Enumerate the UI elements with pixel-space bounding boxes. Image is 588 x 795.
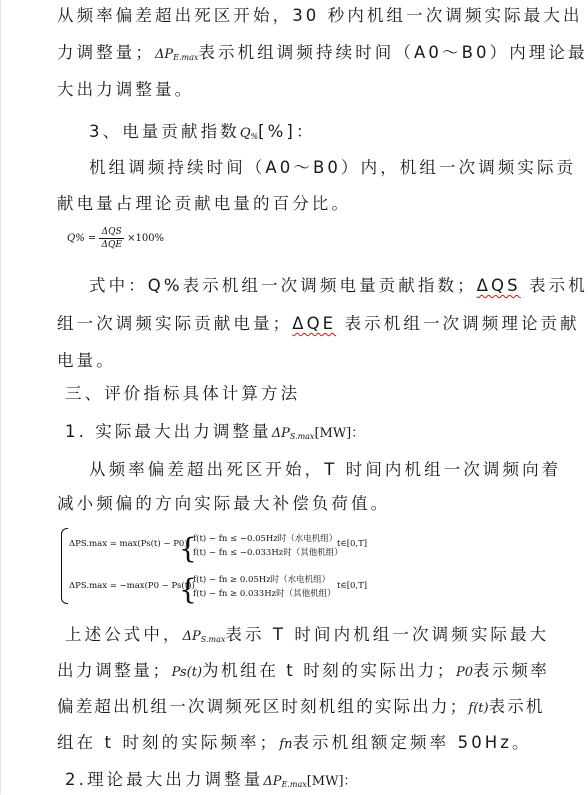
fraction-numerator: ΔQS [99, 226, 123, 239]
text-line: 从频率偏差超出死区开始，30 秒内机组一次调频实际最大出 [57, 6, 583, 25]
text-span: 出力调整量； [57, 661, 172, 680]
math-subscript: S.max [200, 635, 226, 644]
math-symbol: Q [239, 126, 251, 141]
math-subscript: S.max [289, 432, 315, 441]
formula-domain: t∈[0,T] [337, 581, 368, 591]
text-span: 力调整量； [57, 43, 155, 62]
text-span: [MW]： [306, 774, 357, 789]
formula-condition: f(t) − fn ≤ −0.05Hz时（水电机组） [193, 534, 338, 544]
text-line: 献电量占理论贡献电量的百分比。 [57, 194, 351, 213]
text-span: 2.理论最大出力调整量 [65, 770, 264, 789]
inner-brace: { [179, 532, 197, 565]
formula-row-lhs: ΔPS.max = −max(P0 − Ps(t)) [69, 581, 195, 591]
formula-condition: f(t) − fn ≥ 0.05Hz时（水电机组） [193, 575, 331, 585]
text-span: 为机组在 t 时刻的实际出力； [202, 661, 457, 680]
text-line: 机组调频持续时间（A0～B0）内，机组一次调频实际贡 [89, 158, 577, 177]
text-span: ΔQE [292, 314, 337, 333]
formula-condition: f(t) − fn ≥ 0.033Hz时（其他机组） [193, 589, 336, 599]
math-symbol: f(t) [468, 701, 489, 716]
formula-condition: f(t) − fn ≤ −0.033Hz时（其他机组） [193, 548, 343, 558]
text-span: 上述公式中， [65, 625, 183, 644]
section-title: 三、评价指标具体计算方法 [65, 384, 301, 403]
math-symbol: ΔP [263, 774, 282, 789]
text-span: 表示机 [520, 276, 588, 295]
math-symbol: Ps(t) [171, 665, 203, 680]
text-line: 减小频偏的方向实际最大补偿负荷值。 [57, 494, 391, 513]
math-symbol: ΔP [155, 47, 174, 62]
math-symbol: ΔP [271, 426, 290, 441]
text-line: 大出力调整量。 [57, 80, 195, 99]
math-subscript: % [250, 132, 259, 141]
text-span: 表示 T 时间内机组一次调频实际最大 [225, 625, 550, 644]
text-line [89, 276, 588, 296]
text-span: 组在 t 时刻的实际频率； [57, 733, 280, 752]
text-span: 3、电量贡献指数 [89, 122, 240, 141]
text-line: 电量。 [57, 351, 116, 370]
formula-fraction [99, 226, 123, 251]
math-symbol: ΔP [182, 629, 201, 644]
section-heading [89, 122, 316, 147]
inner-brace: { [179, 573, 197, 606]
text-span: 表示机组一次调频理论贡献 [336, 314, 580, 333]
text-span: 组一次调频实际贡献电量； [57, 314, 293, 333]
piecewise-formula [61, 528, 391, 604]
text-line [57, 314, 580, 334]
math-subscript: E.max [173, 53, 199, 62]
text-line [57, 661, 549, 683]
formula-row-lhs: ΔPS.max = max(Ps(t) − P0) [69, 539, 188, 549]
outer-brace [61, 528, 68, 604]
text-line [65, 625, 549, 650]
text-span: ΔQS [476, 276, 521, 295]
text-line [57, 43, 588, 68]
text-span: [%]： [258, 122, 316, 141]
math-symbol: fn [279, 737, 293, 752]
formula-lhs: Q% = [67, 233, 97, 244]
item-heading [65, 770, 357, 795]
text-span: 表示机组额定频率 50Hz。 [292, 733, 532, 752]
text-span: 表示机 [488, 697, 545, 716]
formula-q-percent [67, 226, 164, 251]
text-span: 表示机组调频持续时间（A0～B0）内理论最 [198, 43, 588, 62]
fraction-denominator: ΔQE [101, 240, 122, 250]
text-span: 表示频率 [473, 661, 550, 680]
text-span: 偏差超出机组一次调频死区时刻机组的实际出力； [57, 697, 469, 716]
text-span: 式中：Q%表示机组一次调频电量贡献指数； [89, 276, 477, 295]
item-heading [65, 422, 364, 447]
formula-tail: ×100% [127, 233, 165, 244]
text-span: 1. 实际最大出力调整量 [65, 422, 272, 441]
text-line [57, 697, 545, 719]
text-line [57, 733, 532, 755]
text-line: 从频率偏差超出死区开始，T 时间内机组一次调频向着 [89, 460, 562, 479]
text-span: [MW]： [314, 426, 365, 441]
math-symbol: P0 [456, 665, 474, 680]
formula-domain: t∈[0,T] [337, 539, 368, 549]
math-subscript: E.max [281, 780, 307, 789]
